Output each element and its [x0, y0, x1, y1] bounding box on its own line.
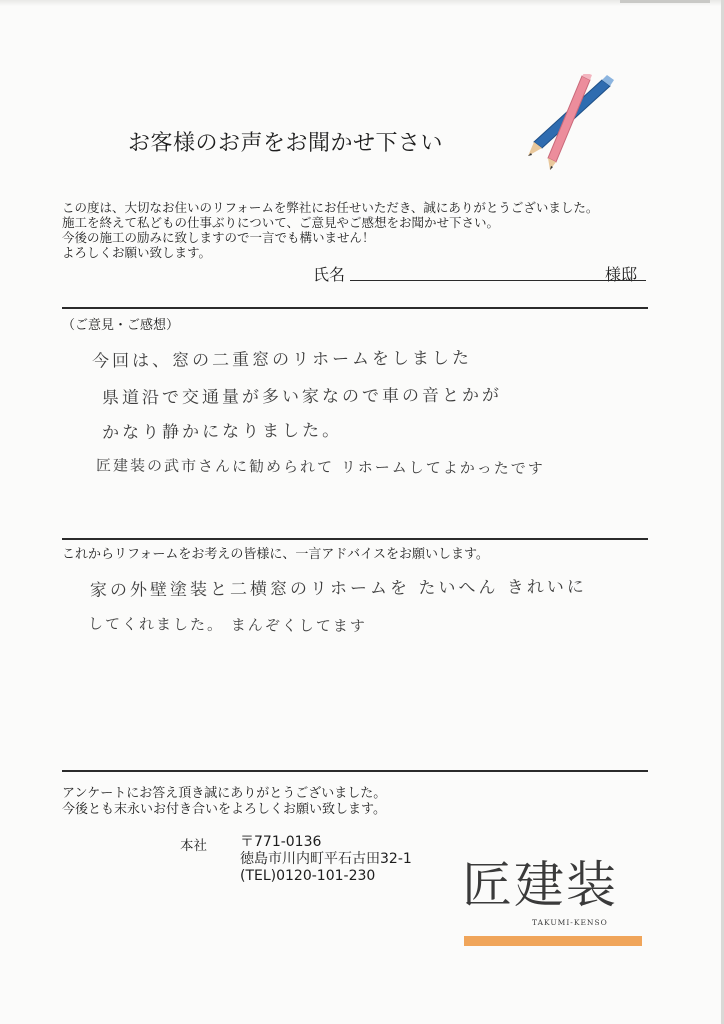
- handwritten-opinion-line: 県道沿で交通量が多い家なので車の音とかが: [101, 385, 503, 409]
- handwritten-advice-line: してくれました。 まんぞくしてます: [87, 614, 367, 636]
- closing-line: アンケートにお答え頂き誠にありがとうございました。: [62, 786, 387, 801]
- name-suffix: 様邸: [605, 265, 638, 284]
- hq-label: 本社: [180, 838, 207, 854]
- street-address: 徳島市川内町平石古田32-1: [240, 851, 412, 867]
- handwritten-advice-line: 家の外壁塗装と二横窓のリホームを たいへん きれいに: [89, 577, 587, 601]
- phone-number: (TEL)0120-101-230: [240, 868, 376, 884]
- closing-line: 今後とも末永いお付き合いをよろしくお願い致します。: [62, 802, 386, 817]
- intro-line: よろしくお願い致します。: [62, 245, 212, 260]
- logo-accent-bar: [464, 936, 642, 946]
- section-divider: [62, 307, 648, 309]
- closing-text: [62, 786, 386, 818]
- intro-line: この度は、大切なお住いのリフォームを弊社にお任せいただき、誠にありがとうございました。: [62, 200, 599, 215]
- scan-edge-top: [0, 0, 724, 6]
- pencils-icon: [524, 74, 624, 170]
- section-divider: [62, 538, 648, 540]
- section-divider: [62, 770, 648, 772]
- scan-tab: [620, 0, 710, 3]
- name-field[interactable]: [350, 280, 600, 281]
- logo-wordmark: 匠建装: [462, 856, 618, 914]
- handwritten-opinion-line: 匠建装の武市さんに勧められて リホームしてよかったです: [95, 456, 545, 478]
- name-underline: [600, 280, 646, 281]
- advice-label: これからリフォームをお考えの皆様に、一言アドバイスをお願いします。: [62, 547, 489, 562]
- intro-text: [62, 200, 598, 260]
- handwritten-opinion-line: かなり静かになりました。: [101, 420, 343, 444]
- page-title: お客様のお声をお聞かせ下さい: [128, 131, 444, 156]
- name-label: 氏名: [313, 265, 346, 284]
- postal-code: 〒771-0136: [240, 834, 322, 850]
- company-logo: [462, 856, 644, 952]
- handwritten-opinion-line: 今回は、窓の二重窓のリホームをしました: [91, 348, 473, 372]
- intro-line: 施工を終えて私どもの仕事ぶりについて、ご意見やご感想をお聞かせ下さい。: [62, 215, 500, 230]
- intro-line: 今後の施工の励みに致しますので一言でも構いません！: [62, 230, 375, 245]
- opinion-label: （ご意見・ご感想）: [62, 318, 180, 333]
- logo-subtitle: TAKUMI-KENSO: [532, 918, 608, 927]
- company-address: [240, 834, 412, 885]
